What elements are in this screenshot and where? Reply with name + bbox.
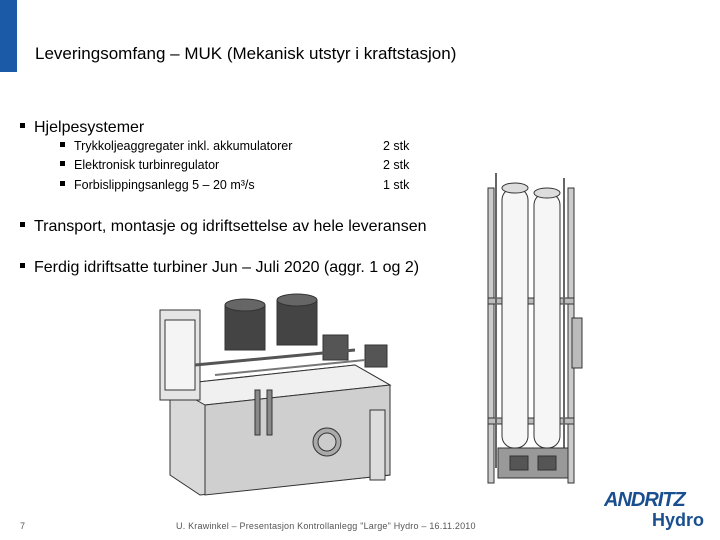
sub-bullet-trykkolje: Trykkoljeaggregater inkl. akkumulatorer bbox=[60, 139, 292, 153]
bullet-icon bbox=[60, 181, 65, 186]
bullet-icon bbox=[60, 142, 65, 147]
sub-bullet-turbinregulator: Elektronisk turbinregulator bbox=[60, 158, 219, 172]
bullet-icon bbox=[60, 161, 65, 166]
qty-trykkolje: 2 stk bbox=[383, 139, 410, 153]
footer-text: U. Krawinkel – Presentasjon Kontrollanlegg "Large" Hydro – 16.11.2010 bbox=[176, 521, 476, 531]
andritz-hydro-logo bbox=[604, 488, 712, 530]
bullet-hjelpesystemer: Hjelpesystemer bbox=[20, 119, 144, 137]
sub-bullet-forbislipping: Forbislippingsanlegg 5 – 20 m³/s bbox=[60, 178, 255, 192]
slide-title: Leveringsomfang – MUK (Mekanisk utstyr i kraftstasjon) bbox=[35, 44, 457, 63]
logo-line2: Hydro bbox=[652, 510, 705, 530]
qty-forbislipping: 1 stk bbox=[383, 178, 410, 192]
logo-line1: ANDRITZ bbox=[604, 489, 685, 511]
page-number: 7 bbox=[20, 521, 26, 531]
accent-bar bbox=[0, 0, 17, 72]
bullet-transport: Transport, montasje og idriftsettelse av hele leveransen bbox=[20, 218, 427, 236]
bullet-icon bbox=[20, 222, 25, 227]
hydraulic-power-unit-illustration bbox=[155, 290, 400, 500]
bullet-icon bbox=[20, 263, 25, 268]
qty-turbinregulator: 2 stk bbox=[383, 158, 410, 172]
bullet-idriftsatte: Ferdig idriftsatte turbiner Jun – Juli 2020 (aggr. 1 og 2) bbox=[20, 259, 419, 277]
bullet-icon bbox=[20, 123, 25, 128]
accumulator-rack-illustration bbox=[480, 168, 585, 493]
